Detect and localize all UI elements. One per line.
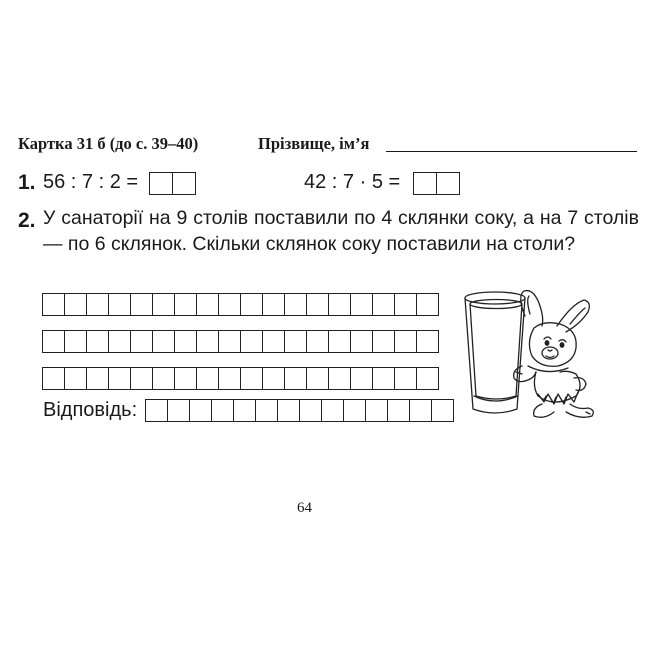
grid-cell[interactable]	[262, 331, 284, 352]
grid-cell[interactable]	[152, 368, 174, 389]
grid-cell[interactable]	[189, 400, 211, 421]
grid-cell[interactable]	[240, 368, 262, 389]
grid-cell[interactable]	[130, 331, 152, 352]
answer-cell[interactable]	[414, 173, 436, 194]
grid-cell[interactable]	[196, 368, 218, 389]
grid-cell[interactable]	[394, 331, 416, 352]
grid-cell[interactable]	[64, 294, 86, 315]
answer-label: Відповідь:	[43, 399, 138, 421]
grid-cell[interactable]	[146, 400, 167, 421]
grid-cell[interactable]	[387, 400, 409, 421]
grid-cell[interactable]	[240, 294, 262, 315]
grid-cell[interactable]	[284, 331, 306, 352]
problem-1-expression-b: 42 : 7 · 5 =	[304, 171, 401, 193]
card-title: Картка 31 б (до с. 39–40)	[18, 134, 199, 153]
name-label: Прізвище, ім’я	[258, 134, 370, 153]
grid-cell[interactable]	[218, 294, 240, 315]
name-input-line[interactable]	[386, 151, 637, 152]
grid-cell[interactable]	[343, 400, 365, 421]
grid-cell[interactable]	[328, 331, 350, 352]
grid-cell[interactable]	[365, 400, 387, 421]
grid-cell[interactable]	[152, 331, 174, 352]
grid-cell[interactable]	[196, 294, 218, 315]
grid-cell[interactable]	[328, 368, 350, 389]
problem-1-answer-a-boxes[interactable]	[149, 172, 196, 195]
grid-cell[interactable]	[218, 368, 240, 389]
grid-cell[interactable]	[211, 400, 233, 421]
grid-cell[interactable]	[409, 400, 431, 421]
page-number: 64	[297, 500, 312, 516]
problem-1-answer-b-boxes[interactable]	[413, 172, 460, 195]
grid-cell[interactable]	[152, 294, 174, 315]
work-grid-row-3[interactable]	[42, 367, 439, 390]
grid-cell[interactable]	[43, 368, 64, 389]
answer-cell[interactable]	[172, 173, 195, 194]
grid-cell[interactable]	[167, 400, 189, 421]
grid-cell[interactable]	[431, 400, 453, 421]
grid-cell[interactable]	[196, 331, 218, 352]
grid-cell[interactable]	[233, 400, 255, 421]
grid-cell[interactable]	[108, 294, 130, 315]
grid-cell[interactable]	[130, 294, 152, 315]
grid-cell[interactable]	[416, 368, 438, 389]
grid-cell[interactable]	[299, 400, 321, 421]
answer-cell[interactable]	[436, 173, 459, 194]
grid-cell[interactable]	[108, 331, 130, 352]
grid-cell[interactable]	[284, 368, 306, 389]
grid-cell[interactable]	[108, 368, 130, 389]
grid-cell[interactable]	[321, 400, 343, 421]
grid-cell[interactable]	[262, 368, 284, 389]
problem-2-text: У санаторії на 9 столів поставили по 4 склянки соку, а на 7 столів — по 6 склянок. Скільки склянок соку поставили на столи?	[43, 207, 639, 255]
grid-cell[interactable]	[372, 368, 394, 389]
grid-cell[interactable]	[394, 368, 416, 389]
grid-cell[interactable]	[350, 294, 372, 315]
answer-grid[interactable]	[145, 399, 454, 422]
grid-cell[interactable]	[262, 294, 284, 315]
grid-cell[interactable]	[64, 368, 86, 389]
grid-cell[interactable]	[64, 331, 86, 352]
grid-cell[interactable]	[174, 368, 196, 389]
grid-cell[interactable]	[394, 294, 416, 315]
work-grid-row-1[interactable]	[42, 293, 439, 316]
grid-cell[interactable]	[306, 368, 328, 389]
grid-cell[interactable]	[86, 331, 108, 352]
problem-1-expression-a: 56 : 7 : 2 =	[43, 171, 139, 193]
grid-cell[interactable]	[306, 294, 328, 315]
grid-cell[interactable]	[284, 294, 306, 315]
grid-cell[interactable]	[255, 400, 277, 421]
grid-cell[interactable]	[86, 368, 108, 389]
grid-cell[interactable]	[350, 368, 372, 389]
grid-cell[interactable]	[174, 331, 196, 352]
grid-cell[interactable]	[350, 331, 372, 352]
grid-cell[interactable]	[130, 368, 152, 389]
grid-cell[interactable]	[416, 294, 438, 315]
grid-cell[interactable]	[328, 294, 350, 315]
problem-2-number: 2.	[18, 209, 36, 232]
grid-cell[interactable]	[306, 331, 328, 352]
grid-cell[interactable]	[277, 400, 299, 421]
grid-cell[interactable]	[416, 331, 438, 352]
grid-cell[interactable]	[43, 331, 64, 352]
problem-1-number: 1.	[18, 171, 36, 194]
bunny-holding-glass-icon	[462, 286, 604, 420]
grid-cell[interactable]	[43, 294, 64, 315]
answer-cell[interactable]	[150, 173, 172, 194]
grid-cell[interactable]	[218, 331, 240, 352]
work-grid-row-2[interactable]	[42, 330, 439, 353]
grid-cell[interactable]	[174, 294, 196, 315]
grid-cell[interactable]	[372, 294, 394, 315]
grid-cell[interactable]	[240, 331, 262, 352]
grid-cell[interactable]	[86, 294, 108, 315]
grid-cell[interactable]	[372, 331, 394, 352]
